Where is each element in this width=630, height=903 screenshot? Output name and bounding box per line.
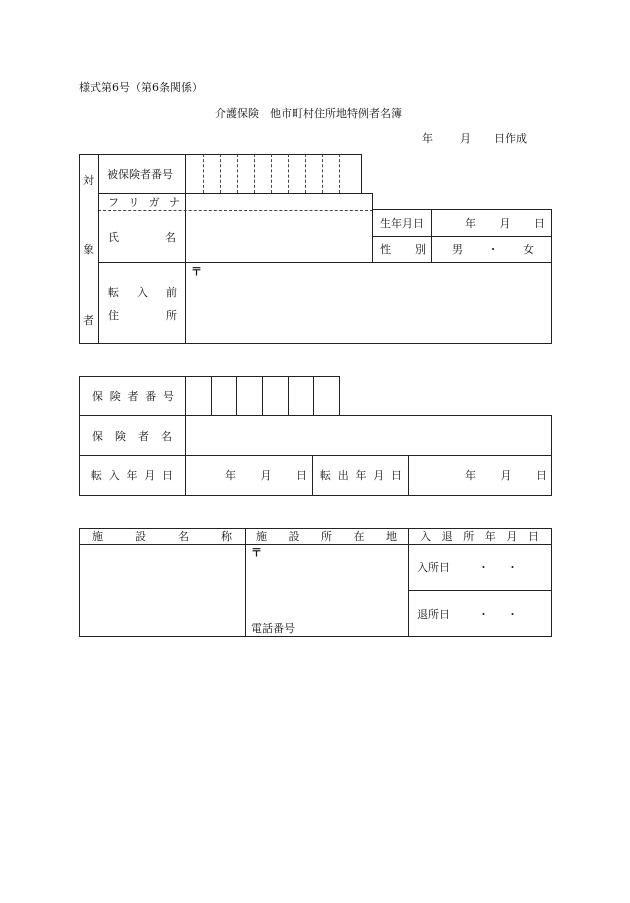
phone-number-label: 電話番号 — [251, 622, 295, 635]
transfer-out-date-field[interactable]: 年 月 日 — [465, 469, 547, 482]
date-day-label: 日作成 — [494, 132, 527, 145]
furigana-label: フ リ ガ ナ — [108, 196, 180, 209]
admission-date-field[interactable]: ・ ・ — [478, 561, 518, 574]
postal-mark-icon: 〒 — [191, 265, 202, 278]
insurer-name-field[interactable] — [186, 416, 551, 455]
subject-side-label-2: 象 — [83, 243, 94, 256]
discharge-date-field[interactable]: ・ ・ — [478, 608, 518, 621]
name-label: 氏 名 — [108, 231, 176, 244]
prev-address-field[interactable] — [186, 263, 551, 343]
insurer-name-label: 保 険 者 名 — [92, 430, 172, 443]
facility-name-header: 施 設 名 称 — [92, 530, 232, 543]
transfer-in-date-label: 転 入 年 月 日 — [91, 469, 173, 482]
insurer-number-field[interactable] — [186, 377, 339, 415]
facility-dates-header: 入 退 所 年 月 日 — [420, 530, 539, 543]
name-field[interactable] — [186, 211, 372, 262]
subject-side-label-3: 者 — [83, 314, 94, 327]
transfer-in-date-field[interactable]: 年 月 日 — [225, 469, 307, 482]
facility-address-header: 施 設 所 在 地 — [256, 530, 397, 543]
insured-number-field[interactable] — [186, 155, 361, 193]
prev-address-label-line2: 住 所 — [108, 309, 177, 322]
insurer-number-label: 保 険 者 番 号 — [92, 390, 174, 403]
date-month-label: 月 — [460, 132, 471, 145]
sex-label: 性 別 — [380, 243, 426, 256]
form-number: 様式第6号（第6条関係） — [79, 81, 203, 94]
furigana-field[interactable] — [186, 194, 372, 209]
creation-date-line — [422, 133, 530, 145]
sex-female: 女 — [523, 243, 534, 256]
birth-date-field[interactable]: 年 月 日 — [465, 217, 545, 230]
page-title: 介護保険 他市町村住所地特例者名簿 — [215, 107, 402, 120]
insured-number-label: 被保険者番号 — [107, 168, 173, 181]
birth-date-label: 生年月日 — [380, 217, 424, 230]
subject-side-label-1: 対 — [83, 174, 94, 187]
sex-male: 男 — [452, 243, 463, 256]
admission-date-label: 入所日 — [417, 561, 450, 574]
discharge-date-label: 退所日 — [417, 608, 450, 621]
prev-address-label-line1: 転 入 前 — [108, 286, 177, 299]
date-year-label: 年 — [422, 132, 433, 145]
transfer-out-date-label: 転 出 年 月 日 — [320, 469, 402, 482]
facility-postal-mark-icon: 〒 — [251, 546, 262, 559]
sex-options[interactable]: 男 ・ 女 — [452, 243, 534, 256]
facility-name-field[interactable] — [80, 545, 245, 636]
